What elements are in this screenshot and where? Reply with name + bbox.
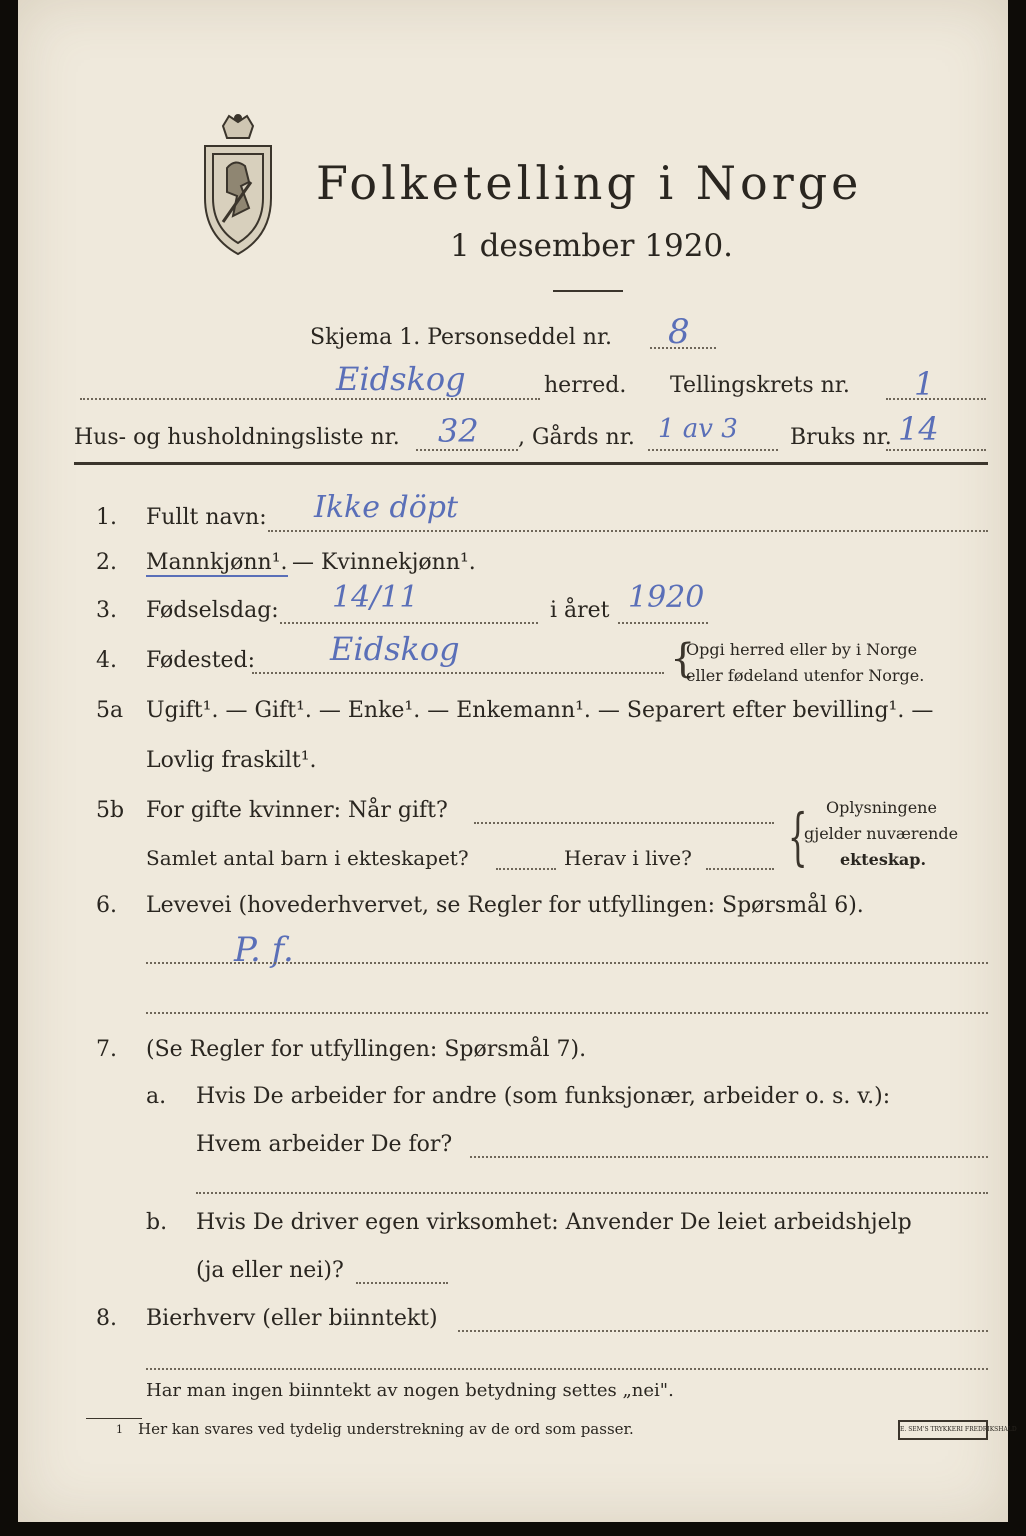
q1-label: Fullt navn: (146, 505, 267, 530)
q3-value: 14/11 (332, 580, 419, 615)
q4-note-line2: eller fødeland utenfor Norge. (686, 666, 925, 685)
q5a-line1: Ugift¹. — Gift¹. — Enke¹. — Enkemann¹. — Separert efter bevilling¹. — (146, 698, 934, 723)
q7a-line2: Hvem arbeider De for? (196, 1132, 453, 1157)
q5b-note-line1: Oplysningene (826, 798, 937, 817)
bruks-label: Bruks nr. (790, 425, 892, 450)
printer-stamp: E. SEM'S TRYKKERI FREDRIKSHALD (898, 1420, 988, 1440)
q1-line (268, 530, 988, 532)
q5b-note-line2: gjelder nuværende (804, 824, 959, 843)
hus-label: Hus- og husholdningsliste nr. (74, 425, 400, 450)
bruks-line (886, 449, 986, 451)
q7a-line-answer (470, 1156, 988, 1158)
schema-label: Skjema 1. Personseddel nr. (310, 325, 613, 350)
bottom-note: Har man ingen biinntekt av nogen betydning settes „nei". (146, 1380, 674, 1401)
q5b-barn-label: Samlet antal barn i ekteskapet? (146, 846, 469, 870)
q8-label: Bierhverv (eller biinntekt) (146, 1306, 438, 1331)
gards-value: 1 av 3 (658, 414, 738, 444)
herred-label: herred. (544, 373, 627, 398)
q5a-line2: Lovlig fraskilt¹. (146, 748, 317, 773)
q6-value: P. f. (234, 930, 294, 970)
q8-line1 (458, 1330, 988, 1332)
herred-line (80, 398, 540, 400)
q7b-letter: b. (146, 1210, 168, 1235)
q5b-barn-line (496, 868, 556, 870)
title-rule (553, 290, 623, 292)
bruks-value: 14 (898, 410, 939, 448)
q3-label: Fødselsdag: (146, 598, 279, 623)
q1-value: Ikke döpt (314, 490, 459, 525)
herred-value: Eidskog (336, 360, 466, 398)
q7a-line-extra (196, 1192, 988, 1194)
tellingskrets-line (886, 398, 986, 400)
q3-line (280, 622, 538, 624)
tellingskrets-value: 1 (914, 365, 935, 403)
q4-label: Fødested: (146, 648, 256, 673)
q8-number: 8. (96, 1306, 117, 1331)
q5b-note-line3: ekteskap. (840, 850, 927, 869)
personseddel-nr-value: 8 (668, 312, 690, 352)
q7a-line1: Hvis De arbeider for andre (som funksjonær, arbeider o. s. v.): (196, 1084, 891, 1109)
q5b-line1: For gifte kvinner: Når gift? (146, 798, 448, 823)
hus-liste-value: 32 (438, 412, 479, 450)
q2-kvinnekjonn: — Kvinnekjønn¹. (292, 550, 476, 575)
q4-brace: { (670, 636, 696, 682)
q4-line (252, 672, 664, 674)
q4-number: 4. (96, 648, 117, 673)
q5b-ilive-label: Herav i live? (564, 846, 692, 870)
q6-label: Levevei (hovederhvervet, se Regler for utfyllingen: Spørsmål 6). (146, 893, 864, 918)
form-title: Folketelling i Norge (316, 156, 863, 210)
q3-year-line (618, 622, 708, 624)
q5b-gift-line (474, 822, 774, 824)
q5a-number: 5a (96, 698, 124, 723)
gards-line (648, 449, 778, 451)
coat-of-arms-icon (193, 112, 283, 258)
footnote-mark: 1 (116, 1423, 123, 1436)
q7-number: 7. (96, 1037, 117, 1062)
q5b-brace: { (787, 800, 808, 873)
q3-year-value: 1920 (628, 580, 705, 615)
q7a-letter: a. (146, 1084, 167, 1109)
q6-number: 6. (96, 893, 117, 918)
q7b-line-answer (356, 1282, 448, 1284)
q4-note-line1: Opgi herred eller by i Norge (686, 640, 918, 659)
header-divider (74, 462, 988, 465)
q6-line1 (146, 962, 988, 964)
footnote-text: Her kan svares ved tydelig understrekning av de ord som passer. (138, 1420, 634, 1438)
q5b-ilive-line (706, 868, 774, 870)
q6-line2 (146, 1012, 988, 1014)
q7-label: (Se Regler for utfyllingen: Spørsmål 7). (146, 1037, 587, 1062)
q3-year-label: i året (550, 598, 610, 623)
form-date: 1 desember 1920. (450, 228, 734, 264)
q7b-line2: (ja eller nei)? (196, 1258, 344, 1283)
q2-number: 2. (96, 550, 117, 575)
q3-number: 3. (96, 598, 117, 623)
q2-mannkjonn: Mannkjønn¹. (146, 550, 288, 575)
q5b-number: 5b (96, 798, 125, 823)
gards-label: , Gårds nr. (518, 425, 635, 450)
tellingskrets-label: Tellingskrets nr. (670, 373, 850, 398)
q8-line2 (146, 1368, 988, 1370)
q7b-line1: Hvis De driver egen virksomhet: Anvender De leiet arbeidshjelp (196, 1210, 912, 1235)
footnote-rule (86, 1418, 142, 1419)
q4-value: Eidskog (330, 630, 460, 668)
q1-number: 1. (96, 505, 117, 530)
census-form-page (18, 0, 1017, 1522)
